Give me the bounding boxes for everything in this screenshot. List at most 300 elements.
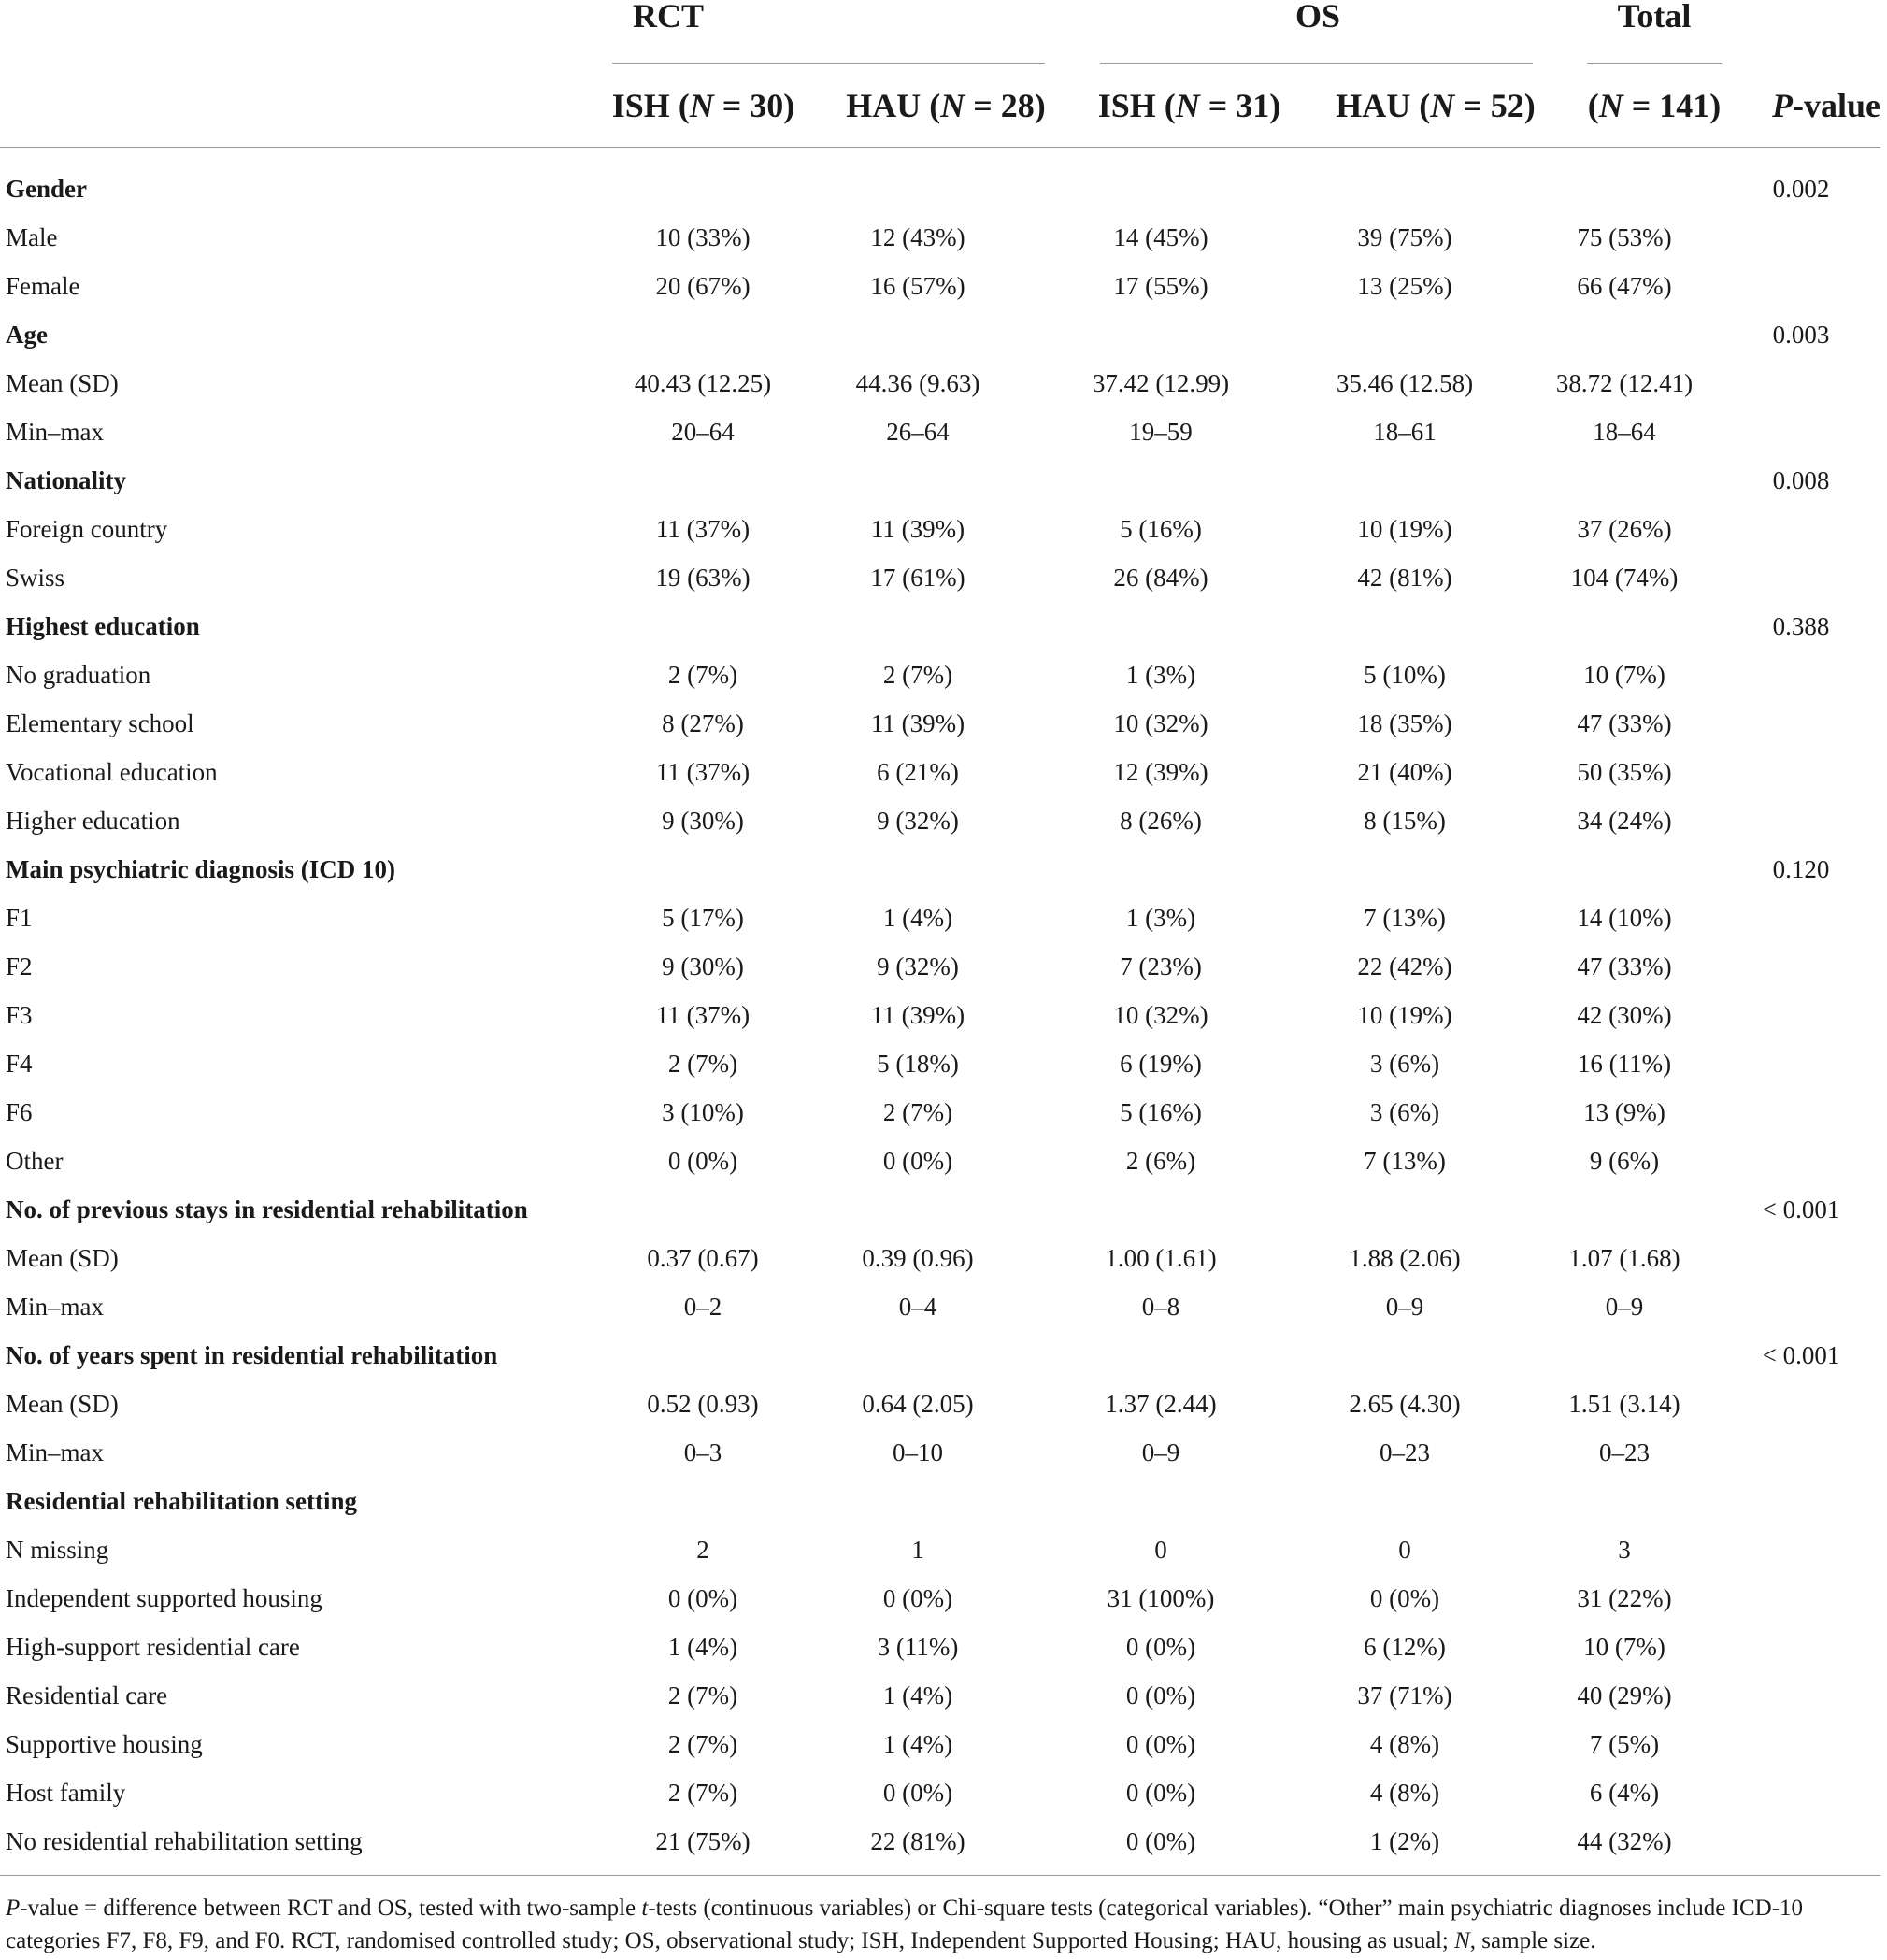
table-row (0, 1137, 1880, 1185)
cell-value: 1 (911, 1535, 924, 1564)
cell-value: 26 (84%) (1113, 563, 1208, 592)
cell-value: 44 (32%) (1577, 1826, 1672, 1855)
table-row (0, 1768, 1880, 1817)
cell-value: 14 (10%) (1577, 903, 1672, 932)
cell-value: 0 (0%) (1125, 1681, 1196, 1710)
cell-value: 2 (696, 1535, 709, 1564)
row-label: Male (6, 222, 58, 251)
p-value (1722, 1234, 1880, 1282)
cell-value: 1 (2%) (1369, 1826, 1440, 1855)
p-value (1722, 894, 1880, 942)
p-value: 0.008 (1772, 465, 1830, 494)
cell-value: 18 (35%) (1357, 708, 1452, 737)
cell-value: 10 (7%) (1583, 660, 1665, 689)
p-value: < 0.001 (1762, 1340, 1840, 1369)
cell-value: 10 (32%) (1113, 708, 1208, 737)
group-header-rct: RCT (632, 0, 704, 35)
cell-value (796, 456, 1039, 505)
row-label: Mean (SD) (6, 1389, 119, 1418)
cell-value: 12 (43%) (870, 222, 965, 251)
cell-value: 2 (7%) (667, 1729, 738, 1758)
row-label: Min–max (6, 1292, 104, 1321)
cell-value (1039, 456, 1282, 505)
cell-value: 21 (75%) (655, 1826, 751, 1855)
p-value (1722, 262, 1880, 310)
section-label: Main psychiatric diagnosis (ICD 10) (6, 854, 396, 883)
row-label: Min–max (6, 1438, 104, 1466)
p-value (1722, 942, 1880, 991)
footnote-text: N (1454, 1928, 1470, 1953)
cell-value (796, 602, 1039, 651)
cell-value: 19 (63%) (655, 563, 751, 592)
cell-value: 2 (7%) (667, 660, 738, 689)
cell-value: 0 (0%) (1125, 1826, 1196, 1855)
cell-value (1527, 1185, 1722, 1234)
table-row (0, 553, 1880, 602)
p-value: 0.120 (1772, 854, 1830, 883)
footnote-text: t (641, 1896, 649, 1921)
cell-value: 17 (61%) (870, 563, 965, 592)
cell-value (1282, 310, 1527, 359)
table-row (0, 1623, 1880, 1671)
row-label: High-support residential care (6, 1632, 300, 1661)
p-value (1722, 748, 1880, 796)
row-label: Residential care (6, 1681, 168, 1710)
cell-value: 9 (30%) (662, 951, 744, 980)
table-row (0, 1380, 1880, 1428)
cell-value: 0–9 (1385, 1292, 1424, 1321)
col-header-pvalue: P-value (1772, 87, 1880, 124)
cell-value (1039, 1331, 1282, 1380)
cell-value: 1.37 (2.44) (1105, 1389, 1217, 1418)
cell-value: 35.46 (12.58) (1336, 368, 1474, 397)
cell-value: 37 (26%) (1577, 514, 1672, 543)
cell-value: 0–2 (683, 1292, 722, 1321)
table-row (0, 699, 1880, 748)
cell-value: 39 (75%) (1357, 222, 1452, 251)
cell-value (609, 165, 796, 213)
row-label: Foreign country (6, 514, 168, 543)
p-value (1722, 1039, 1880, 1088)
row-label: Other (6, 1146, 64, 1175)
cell-value (1282, 456, 1527, 505)
cell-value: 8 (26%) (1120, 806, 1202, 835)
cell-value: 0 (1154, 1535, 1167, 1564)
cell-value: 0–9 (1141, 1438, 1180, 1466)
cell-value (1282, 1185, 1527, 1234)
cell-value (1282, 165, 1527, 213)
cell-value: 16 (57%) (870, 271, 965, 300)
table-row (0, 991, 1880, 1039)
group-rule-total (1587, 63, 1722, 64)
table-row (0, 359, 1880, 408)
table-row (0, 894, 1880, 942)
row-label: Higher education (6, 806, 180, 835)
cell-value: 5 (10%) (1364, 660, 1446, 689)
row-label: Elementary school (6, 708, 194, 737)
p-value (1722, 1428, 1880, 1477)
p-value (1722, 1623, 1880, 1671)
col-header-os-hau: HAU (N = 52) (1336, 87, 1536, 124)
cell-value: 66 (47%) (1577, 271, 1672, 300)
cell-value: 47 (33%) (1577, 708, 1672, 737)
cell-value: 0 (0%) (882, 1778, 953, 1807)
footnote-text: P (6, 1896, 21, 1921)
p-value (1722, 553, 1880, 602)
cell-value: 2 (6%) (1125, 1146, 1196, 1175)
cell-value: 42 (81%) (1357, 563, 1452, 592)
cell-value: 2.65 (4.30) (1349, 1389, 1461, 1418)
cell-value: 2 (7%) (882, 1097, 953, 1126)
p-value (1722, 1671, 1880, 1720)
cell-value: 11 (37%) (655, 1000, 751, 1029)
cell-value: 17 (55%) (1113, 271, 1208, 300)
cell-value: 11 (39%) (870, 1000, 965, 1029)
cell-value: 0 (0%) (1369, 1583, 1440, 1612)
cell-value: 1.07 (1.68) (1568, 1243, 1680, 1272)
section-label: Residential rehabilitation setting (6, 1486, 358, 1515)
cell-value: 4 (8%) (1369, 1778, 1440, 1807)
cell-value: 0–3 (683, 1438, 722, 1466)
table-row (0, 262, 1880, 310)
cell-value: 7 (13%) (1364, 1146, 1446, 1175)
row-label: F3 (6, 1000, 33, 1029)
cell-value (609, 845, 796, 894)
cell-value: 0–9 (1605, 1292, 1644, 1321)
table-row (0, 1234, 1880, 1282)
cell-value: 0 (0%) (882, 1583, 953, 1612)
footnote-text: -tests (continuous variables) or Chi-square tests (categorical variables). “Other” main psychiatric diagnoses include ICD-10 categories F7, F8, F9, and F0. RCT, randomised controlled study; OS, observational study; ISH, Independent Supported Housing; HAU, housing as usual; (6, 1896, 1804, 1953)
cell-value: 7 (5%) (1589, 1729, 1660, 1758)
cell-value: 0–4 (898, 1292, 937, 1321)
cell-value: 2 (7%) (667, 1778, 738, 1807)
table-row (0, 1817, 1880, 1866)
table-row (0, 651, 1880, 699)
cell-value: 34 (24%) (1577, 806, 1672, 835)
cell-value: 9 (6%) (1589, 1146, 1660, 1175)
data-table (0, 165, 1880, 1866)
cell-value: 7 (23%) (1120, 951, 1202, 980)
cell-value: 11 (37%) (655, 757, 751, 786)
footer-rule (0, 1875, 1880, 1876)
cell-value: 3 (11%) (877, 1632, 959, 1661)
group-rule-rct (612, 63, 1045, 64)
p-value (1722, 1574, 1880, 1623)
p-value (1722, 359, 1880, 408)
cell-value (1039, 310, 1282, 359)
cell-value (796, 1185, 1039, 1234)
cell-value: 8 (27%) (662, 708, 744, 737)
row-label: F6 (6, 1097, 33, 1126)
cell-value: 40.43 (12.25) (634, 368, 772, 397)
cell-value (1527, 165, 1722, 213)
cell-value (796, 165, 1039, 213)
cell-value: 21 (40%) (1357, 757, 1452, 786)
cell-value: 0–23 (1599, 1438, 1650, 1466)
p-value (1722, 699, 1880, 748)
cell-value (1527, 1477, 1722, 1525)
cell-value: 104 (74%) (1570, 563, 1679, 592)
cell-value: 37 (71%) (1357, 1681, 1452, 1710)
cell-value: 5 (18%) (877, 1049, 959, 1078)
p-value (1722, 1720, 1880, 1768)
table-row (0, 1720, 1880, 1768)
cell-value: 0 (0%) (1125, 1729, 1196, 1758)
section-label: Highest education (6, 611, 200, 640)
col-header-os-ish: ISH (N = 31) (1097, 87, 1281, 124)
cell-value: 0.52 (0.93) (647, 1389, 759, 1418)
cell-value: 31 (22%) (1577, 1583, 1672, 1612)
cell-value: 3 (10%) (662, 1097, 744, 1126)
col-header-total: (N = 141) (1587, 87, 1722, 124)
cell-value: 22 (81%) (870, 1826, 965, 1855)
cell-value: 11 (37%) (655, 514, 751, 543)
cell-value: 1.88 (2.06) (1349, 1243, 1461, 1272)
cell-value: 1 (4%) (667, 1632, 738, 1661)
cell-value (1039, 1477, 1282, 1525)
cell-value: 9 (32%) (877, 806, 959, 835)
cell-value: 10 (32%) (1113, 1000, 1208, 1029)
p-value: 0.002 (1772, 174, 1830, 203)
cell-value (1282, 1331, 1527, 1380)
cell-value (1282, 1477, 1527, 1525)
cell-value: 5 (16%) (1120, 1097, 1202, 1126)
cell-value: 11 (39%) (870, 708, 965, 737)
section-row (0, 456, 1880, 505)
cell-value: 3 (1618, 1535, 1631, 1564)
header-rule (0, 147, 1880, 148)
cell-value: 2 (7%) (882, 660, 953, 689)
footnote-text: , sample size. (1469, 1928, 1596, 1953)
table-row (0, 748, 1880, 796)
cell-value: 0 (1398, 1535, 1411, 1564)
row-label: F4 (6, 1049, 33, 1078)
cell-value: 47 (33%) (1577, 951, 1672, 980)
cell-value: 44.36 (9.63) (855, 368, 980, 397)
col-header-rct-ish: ISH (N = 30) (611, 87, 795, 124)
p-value (1722, 1477, 1880, 1525)
row-label: No graduation (6, 660, 151, 689)
section-row (0, 845, 1880, 894)
cell-value: 18–61 (1373, 417, 1437, 446)
cell-value (1527, 845, 1722, 894)
row-label: No residential rehabilitation setting (6, 1826, 363, 1855)
p-value (1722, 213, 1880, 262)
cell-value (1039, 845, 1282, 894)
cell-value: 6 (19%) (1120, 1049, 1202, 1078)
cell-value: 0 (0%) (882, 1146, 953, 1175)
cell-value: 38.72 (12.41) (1555, 368, 1694, 397)
p-value (1722, 408, 1880, 456)
row-label: N missing (6, 1535, 109, 1564)
cell-value: 42 (30%) (1577, 1000, 1672, 1029)
cell-value (609, 1185, 796, 1234)
cell-value: 0.64 (2.05) (862, 1389, 974, 1418)
cell-value: 6 (4%) (1589, 1778, 1660, 1807)
cell-value: 10 (19%) (1357, 1000, 1452, 1029)
cell-value: 1 (4%) (882, 1729, 953, 1758)
p-value: < 0.001 (1762, 1195, 1840, 1223)
row-label: F2 (6, 951, 33, 980)
p-value (1722, 651, 1880, 699)
cell-value: 1.00 (1.61) (1105, 1243, 1217, 1272)
cell-value: 26–64 (886, 417, 950, 446)
cell-value (1527, 456, 1722, 505)
row-label: Min–max (6, 417, 104, 446)
section-label: Nationality (6, 465, 127, 494)
table-row (0, 213, 1880, 262)
p-value (1722, 1525, 1880, 1574)
cell-value (1039, 602, 1282, 651)
cell-value: 0 (0%) (667, 1146, 738, 1175)
row-label: Supportive housing (6, 1729, 203, 1758)
p-value (1722, 1380, 1880, 1428)
cell-value: 0 (0%) (667, 1583, 738, 1612)
group-header-total: Total (1617, 0, 1692, 35)
table-row (0, 505, 1880, 553)
cell-value (609, 310, 796, 359)
cell-value: 0 (0%) (1125, 1632, 1196, 1661)
row-label: F1 (6, 903, 33, 932)
cell-value: 1 (4%) (882, 1681, 953, 1710)
p-value (1722, 1088, 1880, 1137)
section-label: Age (6, 320, 48, 349)
table-row (0, 942, 1880, 991)
cell-value: 4 (8%) (1369, 1729, 1440, 1758)
cell-value: 13 (25%) (1357, 271, 1452, 300)
cell-value: 0–8 (1141, 1292, 1180, 1321)
cell-value (609, 602, 796, 651)
table-row (0, 408, 1880, 456)
section-row (0, 602, 1880, 651)
cell-value: 1 (3%) (1125, 660, 1196, 689)
cell-value: 1 (3%) (1125, 903, 1196, 932)
col-header-rct-hau: HAU (N = 28) (846, 87, 1046, 124)
group-rule-os (1100, 63, 1533, 64)
cell-value: 5 (17%) (662, 903, 744, 932)
cell-value (609, 456, 796, 505)
cell-value: 20–64 (671, 417, 735, 446)
cell-value: 10 (19%) (1357, 514, 1452, 543)
cell-value: 8 (15%) (1364, 806, 1446, 835)
cell-value: 50 (35%) (1577, 757, 1672, 786)
table-row (0, 1428, 1880, 1477)
cell-value: 14 (45%) (1113, 222, 1208, 251)
table-row (0, 1671, 1880, 1720)
cell-value: 1.51 (3.14) (1568, 1389, 1680, 1418)
cell-value: 16 (11%) (1577, 1049, 1672, 1078)
cell-value: 9 (32%) (877, 951, 959, 980)
cell-value: 19–59 (1129, 417, 1193, 446)
cell-value: 13 (9%) (1583, 1097, 1665, 1126)
cell-value: 7 (13%) (1364, 903, 1446, 932)
cell-value (1527, 1331, 1722, 1380)
row-label: Vocational education (6, 757, 218, 786)
row-label: Mean (SD) (6, 1243, 119, 1272)
cell-value: 0 (0%) (1125, 1778, 1196, 1807)
cell-value (1282, 845, 1527, 894)
cell-value (1039, 165, 1282, 213)
cell-value (1039, 1185, 1282, 1234)
cell-value (796, 845, 1039, 894)
cell-value: 31 (100%) (1107, 1583, 1215, 1612)
cell-value: 11 (39%) (870, 514, 965, 543)
cell-value (796, 1331, 1039, 1380)
table-row (0, 1574, 1880, 1623)
cell-value: 37.42 (12.99) (1092, 368, 1230, 397)
section-row (0, 1185, 1880, 1234)
row-label: Mean (SD) (6, 368, 119, 397)
section-row (0, 1477, 1880, 1525)
p-value (1722, 505, 1880, 553)
cell-value: 75 (53%) (1577, 222, 1672, 251)
cell-value: 10 (33%) (655, 222, 751, 251)
cell-value: 0–23 (1380, 1438, 1430, 1466)
cell-value (1282, 602, 1527, 651)
row-label: Independent supported housing (6, 1583, 322, 1612)
row-label: Host family (6, 1778, 126, 1807)
section-label: Gender (6, 174, 87, 203)
cell-value: 5 (16%) (1120, 514, 1202, 543)
cell-value: 10 (7%) (1583, 1632, 1665, 1661)
section-row (0, 310, 1880, 359)
cell-value: 0–10 (893, 1438, 943, 1466)
section-label: No. of previous stays in residential rehabilitation (6, 1195, 528, 1223)
table-row (0, 1282, 1880, 1331)
p-value (1722, 796, 1880, 845)
cell-value: 3 (6%) (1369, 1097, 1440, 1126)
p-value: 0.003 (1772, 320, 1830, 349)
cell-value (609, 1477, 796, 1525)
cell-value (796, 310, 1039, 359)
cell-value (1527, 310, 1722, 359)
cell-value (609, 1331, 796, 1380)
section-row (0, 1331, 1880, 1380)
cell-value: 12 (39%) (1113, 757, 1208, 786)
cell-value: 2 (7%) (667, 1681, 738, 1710)
p-value (1722, 1137, 1880, 1185)
cell-value: 40 (29%) (1577, 1681, 1672, 1710)
p-value (1722, 1282, 1880, 1331)
row-label: Swiss (6, 563, 65, 592)
cell-value (1527, 602, 1722, 651)
table-footnote (6, 1892, 1880, 1957)
cell-value: 3 (6%) (1369, 1049, 1440, 1078)
cell-value: 9 (30%) (662, 806, 744, 835)
group-header-os: OS (1294, 0, 1341, 35)
p-value (1722, 1768, 1880, 1817)
cell-value: 6 (21%) (877, 757, 959, 786)
table-row (0, 1525, 1880, 1574)
cell-value: 2 (7%) (667, 1049, 738, 1078)
cell-value: 6 (12%) (1364, 1632, 1446, 1661)
footnote-text: -value = difference between RCT and OS, tested with two-sample (20, 1896, 642, 1921)
p-value (1722, 1817, 1880, 1866)
p-value: 0.388 (1772, 611, 1830, 640)
cell-value: 1 (4%) (882, 903, 953, 932)
p-value (1722, 991, 1880, 1039)
cell-value: 22 (42%) (1357, 951, 1452, 980)
row-label: Female (6, 271, 80, 300)
section-row (0, 165, 1880, 213)
cell-value (796, 1477, 1039, 1525)
cell-value: 20 (67%) (655, 271, 751, 300)
table-row (0, 796, 1880, 845)
table-row (0, 1039, 1880, 1088)
cell-value: 18–64 (1593, 417, 1656, 446)
cell-value: 0.37 (0.67) (647, 1243, 759, 1272)
table-row (0, 1088, 1880, 1137)
